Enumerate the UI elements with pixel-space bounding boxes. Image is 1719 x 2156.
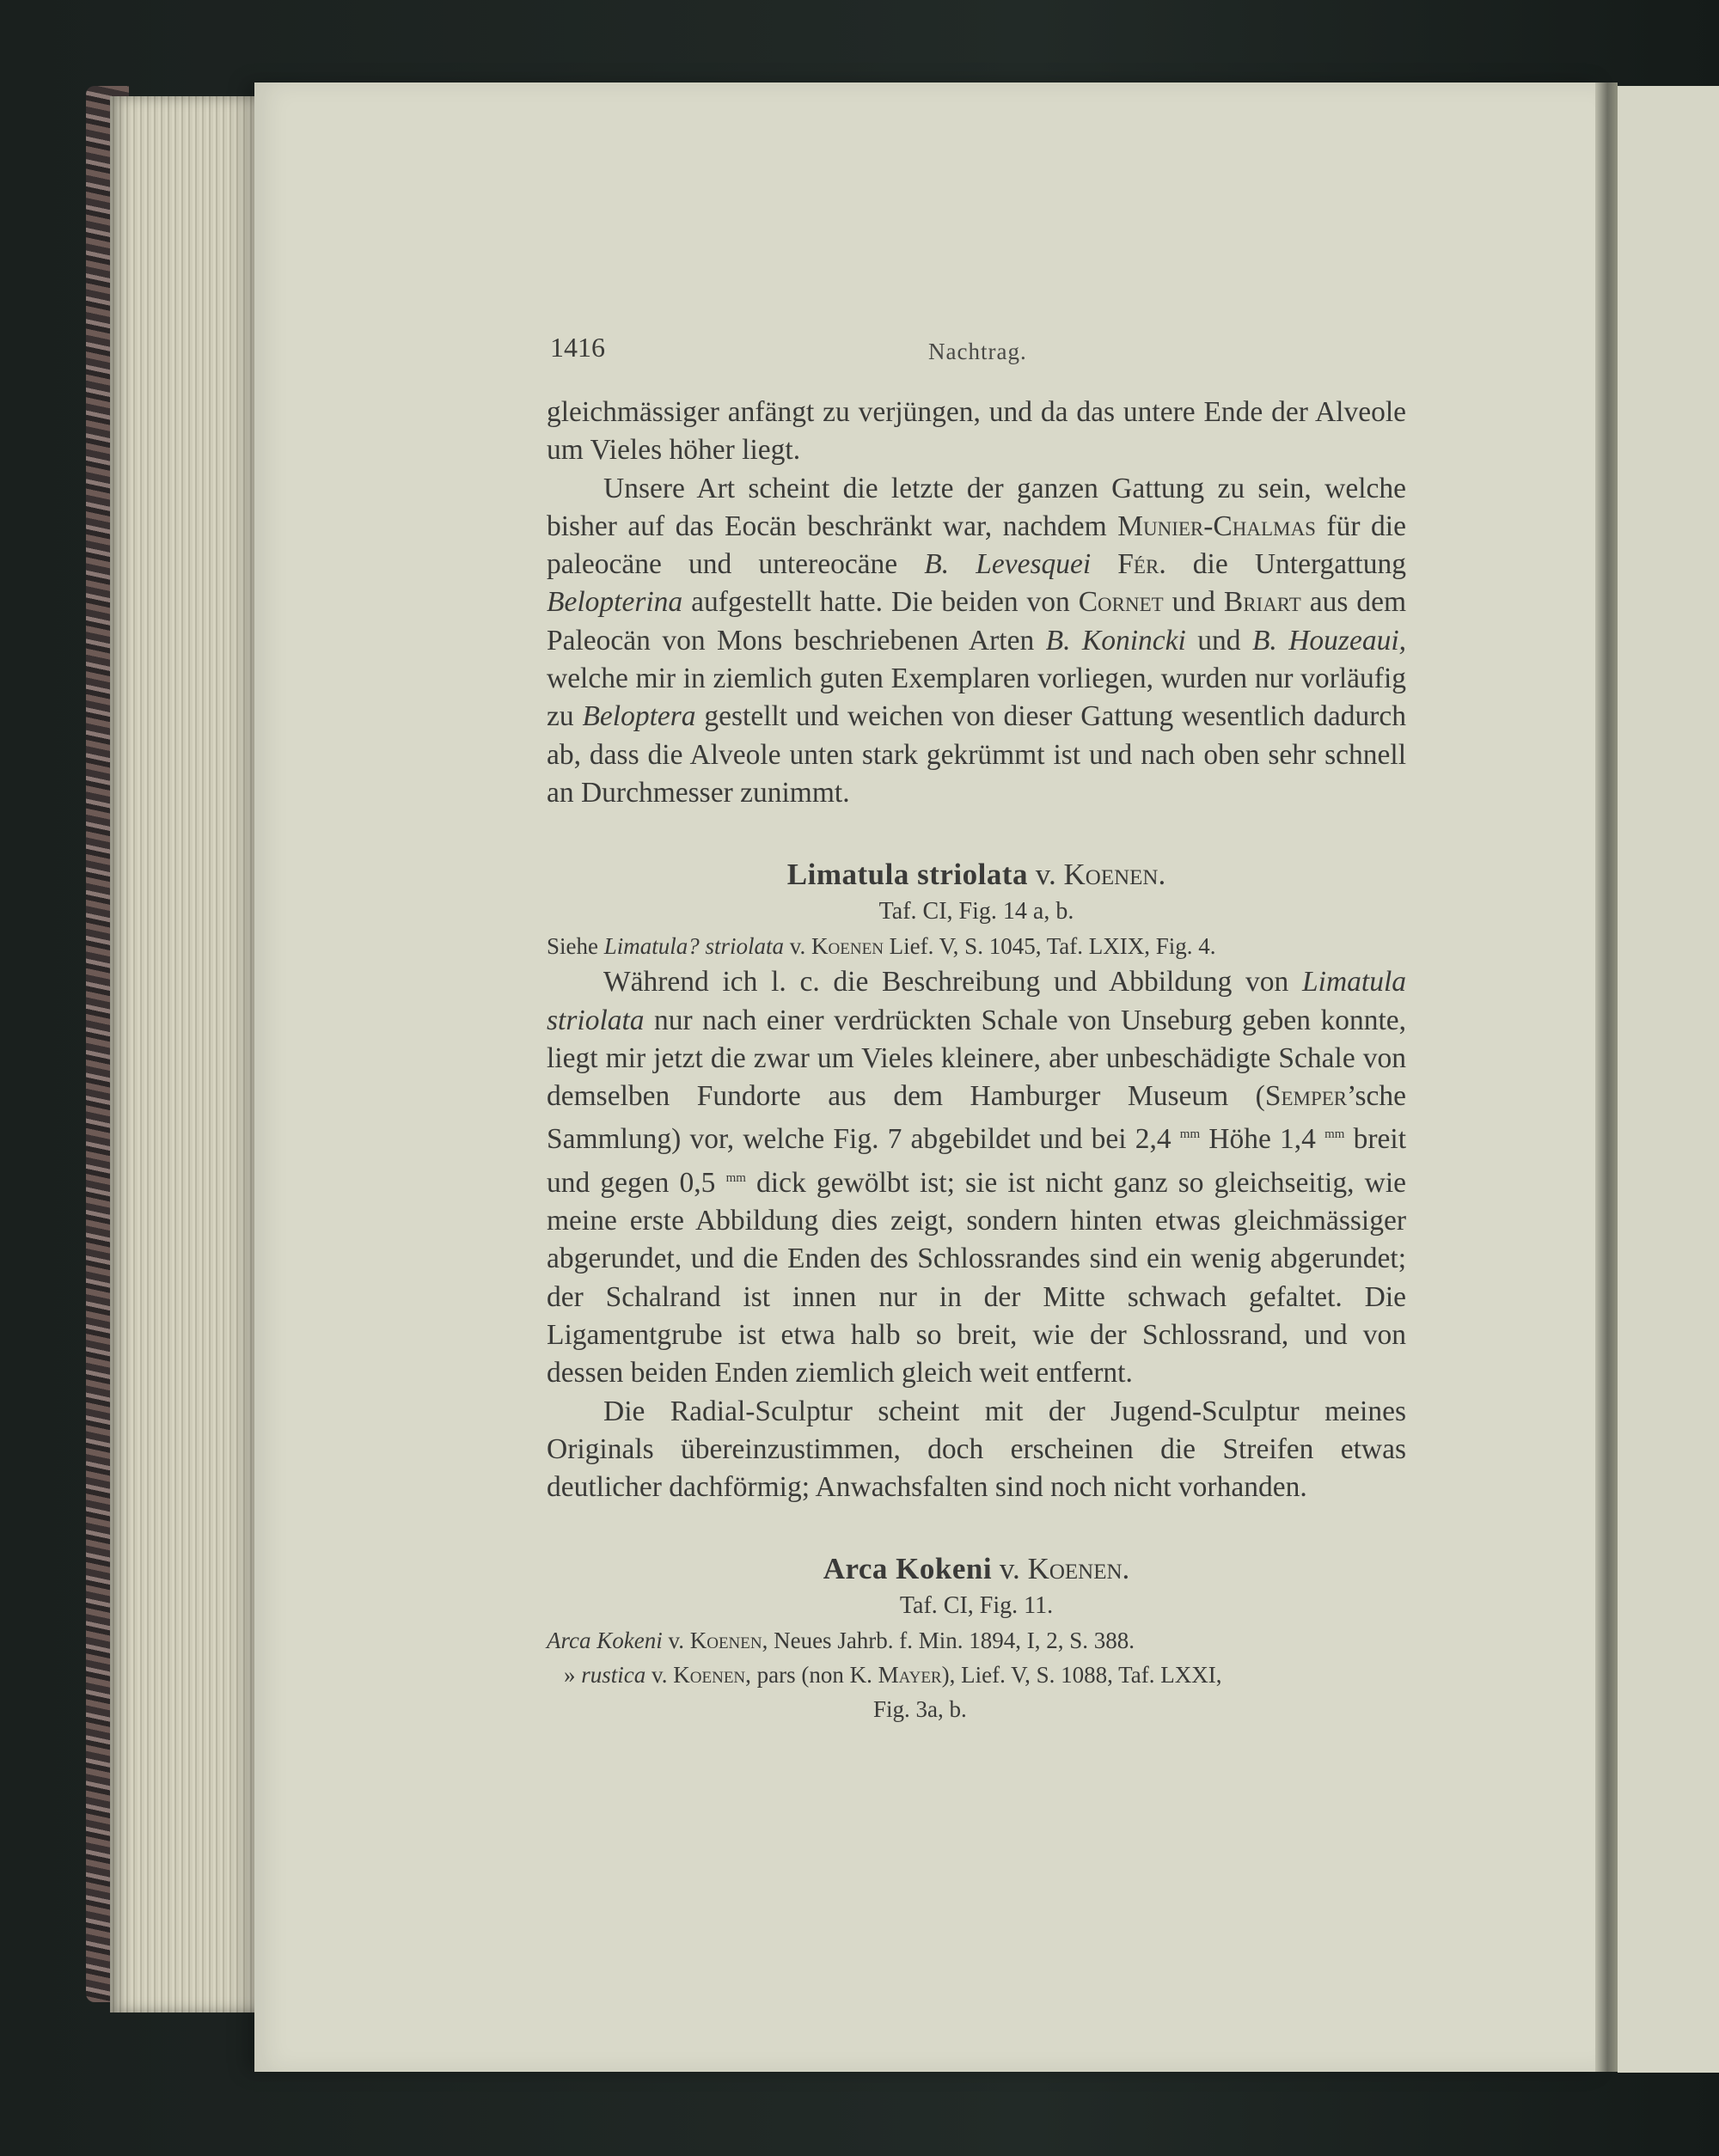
limatula-description: Während ich l. c. die Beschreibung und Abbildung von Limatula striolata nur nach einer verdrückten Schale von Unseburg geben konnte, liegt mir jetzt die zwar um Vieles kleinere, aber unbeschädigte Schale von demselben Fundorte aus dem Hamburger Museum (Semper’sche Sammlung) vor, welche Fig. 7 abgebildet und bei 2,4 $^{mm}$ Höhe 1,4 $^{mm}$ breit und gegen 0,5 $^{mm}$ dick gewölbt ist; sie ist nicht ganz so gleichseitig, wie meine erste Abbildung dies zeigt, sondern hinten etwas gleichmässiger abgerundet, und die Enden des Schlossrandes sind ein wenig abgerundet; der Schalrand ist innen nur in der Mitte schwach gefaltet. Die Ligamentgrube ist etwa halb so breit, wie der Schlossrand, und von dessen beiden Enden ziemlich gleich weit entfernt.: [547, 966, 1406, 1389]
page-number: 1416: [550, 332, 605, 363]
facing-page: [1618, 86, 1719, 2073]
intro-paragraph: Unsere Art scheint die letzte der ganzen Gattung zu sein, welche bisher auf das Eocän beschränkt war, nachdem Munier-Chalmas für die paleocäne und untereocäne B. Levesquei Fér. die Untergattung Belopterina aufgestellt hatte. Die beiden von Cornet und Briart aus dem Paleocän von Mons beschriebenen Arten B. Konincki und B. Houzeaui, welche mir in ziemlich guten Exemplaren vorliegen, wurden nur vorläufig zu Beloptera gestellt und weichen von dieser Gattung wesentlich dadurch ab, dass die Alveole unten stark gekrümmt ist und nach oben sehr schnell an Durchmesser zunimmt.: [547, 472, 1407, 809]
page-header: [550, 332, 1410, 375]
synonymy-arca-2-figure: Fig. 3a, b.: [873, 1696, 967, 1723]
section-heading-limatula: Limatula striolata v. Koenen.: [786, 858, 1166, 892]
intro-paragraph-continued: gleichmässiger anfängt zu verjüngen, und da das untere Ende der Alveole um Vieles höher liegt.: [547, 396, 1406, 467]
running-title: Nachtrag.: [928, 339, 1027, 364]
limatula-sculpture: Die Radial-Sculptur scheint mit der Jugend-Sculptur meines Originals übereinzustimmen, doch erscheinen die Streifen etwas deutlicher dachförmig; Anwachsfalten sind noch nicht vorhanden.: [547, 1395, 1406, 1504]
synonymy-limatula: Siehe Limatula? striolata v. Koenen Lief. V, S. 1045, Taf. LXIX, Fig. 4.: [547, 933, 1216, 960]
section-heading-arca: Arca Kokeni v. Koenen.: [823, 1552, 1130, 1586]
plate-reference-arca: Taf. CI, Fig. 11.: [899, 1592, 1054, 1620]
page-body: [547, 394, 1406, 1726]
page-gutter: [1595, 82, 1618, 2072]
plate-reference-limatula: Taf. CI, Fig. 14 a, b.: [878, 898, 1074, 925]
synonymy-arca-2: » rustica v. Koenen, pars (non K. Mayer), Lief. V, S. 1088, Taf. LXXI,: [564, 1662, 1222, 1689]
synonymy-arca-1: Arca Kokeni v. Koenen, Neues Jahrb. f. Min. 1894, I, 2, S. 388.: [547, 1628, 1135, 1654]
